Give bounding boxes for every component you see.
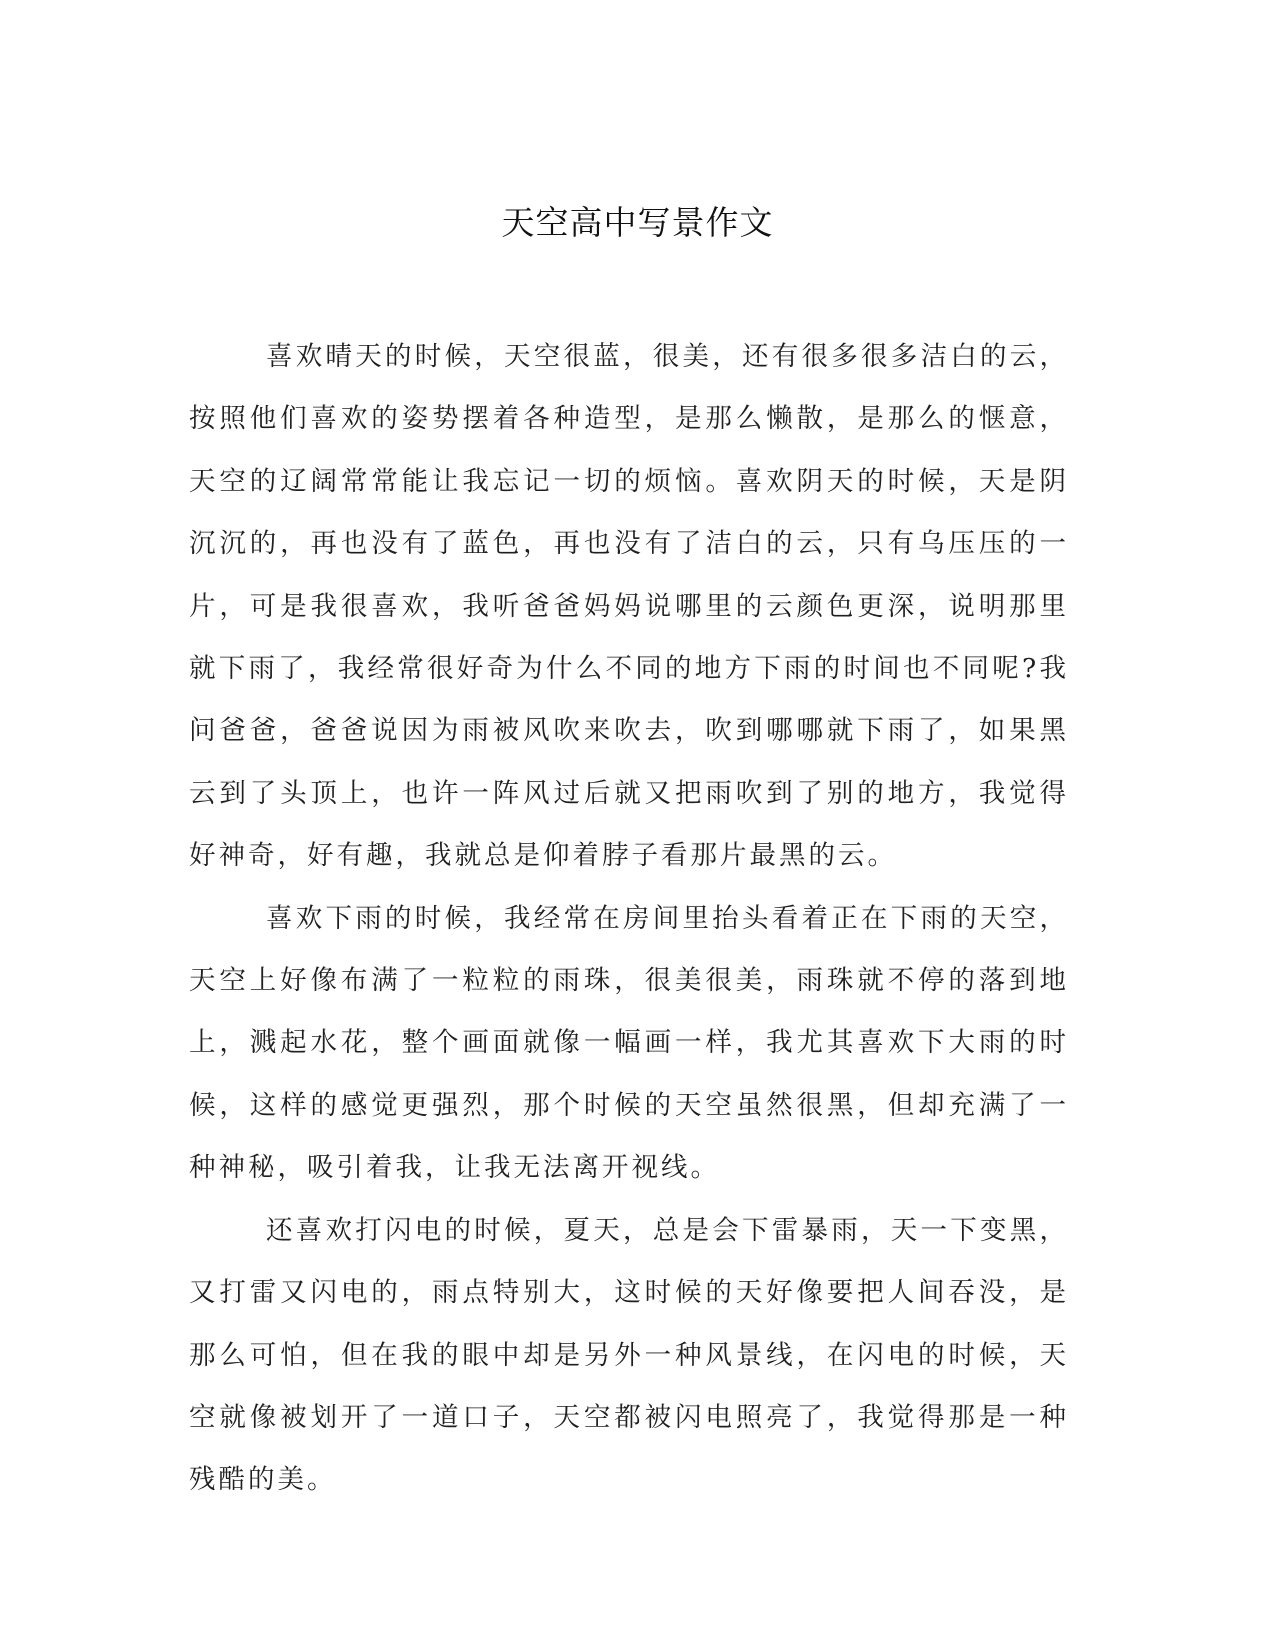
paragraph-3: 还喜欢打闪电的时候，夏天，总是会下雷暴雨，天一下变黑，又打雷又闪电的，雨点特别大，这时候的天好像要把人间吞没，是那么可怕，但在我的眼中却是另外一种风景线，在闪电的时候，天空就像被划开了一道口子，天空都被闪电照亮了，我觉得那是一种残酷的美。	[189, 1214, 1069, 1496]
document-title: 天空高中写景作文	[501, 203, 774, 242]
paragraph-1: 喜欢晴天的时候，天空很蓝，很美，还有很多很多洁白的云，按照他们喜欢的姿势摆着各种造型，是那么懒散，是那么的惬意，天空的辽阔常常能让我忘记一切的烦恼。喜欢阴天的时候，天是阴沉沉的，再也没有了蓝色，再也没有了洁白的云，只有乌压压的一片，可是我很喜欢，我听爸爸妈妈说哪里的云颜色更深，说明那里就下雨了，我经常很好奇为什么不同的地方下雨的时间也不同呢?我问爸爸，爸爸说因为雨被风吹来吹去，吹到哪哪就下雨了，如果黑云到了头顶上，也许一阵风过后就又把雨吹到了别的地方，我觉得好神奇，好有趣，我就总是仰着脖子看那片最黑的云。	[189, 341, 1069, 872]
essay-body	[189, 326, 1069, 1512]
paragraph-2: 喜欢下雨的时候，我经常在房间里抬头看着正在下雨的天空，天空上好像布满了一粒粒的雨珠，很美很美，雨珠就不停的落到地上，溅起水花，整个画面就像一幅画一样，我尤其喜欢下大雨的时候，这样的感觉更强烈，那个时候的天空虽然很黑，但却充满了一种神秘，吸引着我，让我无法离开视线。	[189, 902, 1069, 1184]
